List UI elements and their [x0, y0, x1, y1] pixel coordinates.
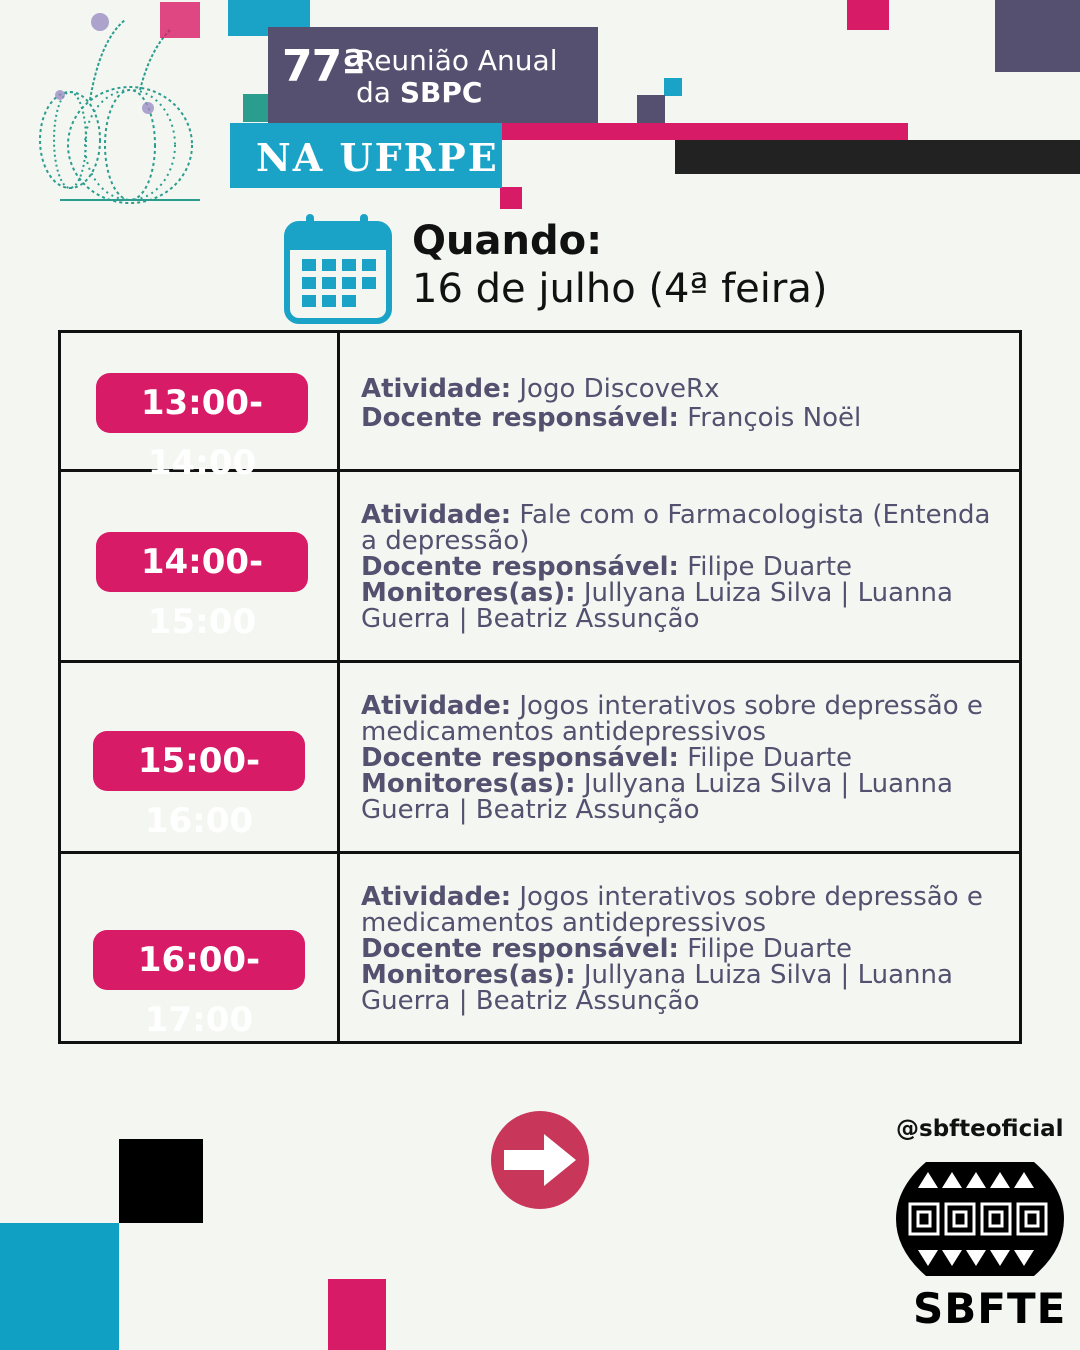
when-label: Quando: [412, 218, 603, 264]
schedule-row [61, 472, 1019, 663]
calendar-icon [284, 212, 392, 324]
venue-banner [230, 123, 502, 188]
deco-square [500, 187, 522, 209]
deco-bar [675, 140, 1080, 174]
event-date: 16 de julho (4ª feira) [412, 266, 828, 312]
deco-square [243, 94, 269, 122]
cactus-illustration [30, 0, 225, 210]
deco-square [847, 0, 889, 30]
deco-square [0, 1223, 119, 1350]
sbfte-logo-mark [896, 1158, 1064, 1280]
teacher-name: Filipe Duarte [687, 552, 853, 582]
deco-square [119, 1139, 203, 1223]
time-cell [61, 663, 340, 851]
time-cell [61, 854, 340, 1041]
deco-square [995, 0, 1080, 72]
time-badge: 16:00-17:00 [93, 930, 305, 990]
deco-square [637, 95, 665, 123]
time-badge: 15:00-16:00 [93, 731, 305, 791]
venue-label: NA UFRPE [256, 135, 499, 180]
event-title-line1: Reunião Anual [356, 44, 558, 77]
sbfte-logo-text: SBFTE [913, 1284, 1067, 1333]
event-title-banner [268, 27, 598, 123]
activity-name: Jogos interativos sobre depressão e medicamentos antidepressivos [361, 882, 983, 938]
event-title [356, 45, 557, 109]
monitors-names: Jullyana Luiza Silva | Luanna Guerra | Beatriz Assunção [361, 960, 953, 1016]
arrow-right-icon[interactable] [490, 1110, 590, 1210]
schedule-row [61, 663, 1019, 854]
activity-name: Jogos interativos sobre depressão e medicamentos antidepressivos [361, 691, 983, 747]
activity-info: Atividade: Fale com o Farmacologista (Entenda a depressão) Docente responsável: Filipe Duarte Monitores(as): Jullyana Luiza Silva | Luanna Guerra | Beatriz Assunção [361, 500, 991, 634]
activity-info: Atividade: Jogo DiscoveRx Docente responsável: François Noël [361, 374, 862, 433]
event-title-line2: da SBPC [356, 76, 483, 109]
deco-square [328, 1279, 386, 1350]
schedule-row [61, 333, 1019, 483]
monitors-names: Jullyana Luiza Silva | Luanna Guerra | Beatriz Assunção [361, 769, 953, 825]
time-badge: 14:00-15:00 [96, 532, 308, 592]
activity-name: Jogo DiscoveRx [519, 374, 720, 404]
schedule-row [61, 854, 1019, 1041]
deco-square [664, 78, 682, 96]
time-cell [61, 333, 340, 483]
edition-number: 77ª [282, 41, 366, 92]
time-badge: 13:00-14:00 [96, 373, 308, 433]
teacher-name: Filipe Duarte [687, 934, 853, 964]
activity-info: Atividade: Jogos interativos sobre depressão e medicamentos antidepressivos Docente responsável: Filipe Duarte Monitores(as): Jullyana Luiza Silva | Luanna Guerra | Beatriz Assunção [361, 691, 983, 825]
schedule-table [58, 330, 1022, 1044]
monitors-names: Jullyana Luiza Silva | Luanna Guerra | Beatriz Assunção [361, 578, 953, 634]
social-handle[interactable]: @sbfteoficial [896, 1116, 1064, 1142]
teacher-name: François Noël [687, 403, 862, 433]
time-cell [61, 472, 340, 660]
teacher-name: Filipe Duarte [687, 743, 853, 773]
deco-bar [502, 123, 908, 140]
activity-name: Fale com o Farmacologista (Entenda a depressão) [361, 500, 991, 556]
activity-info: Atividade: Jogos interativos sobre depressão e medicamentos antidepressivos Docente responsável: Filipe Duarte Monitores(as): Jullyana Luiza Silva | Luanna Guerra | Beatriz Assunção [361, 882, 983, 1016]
